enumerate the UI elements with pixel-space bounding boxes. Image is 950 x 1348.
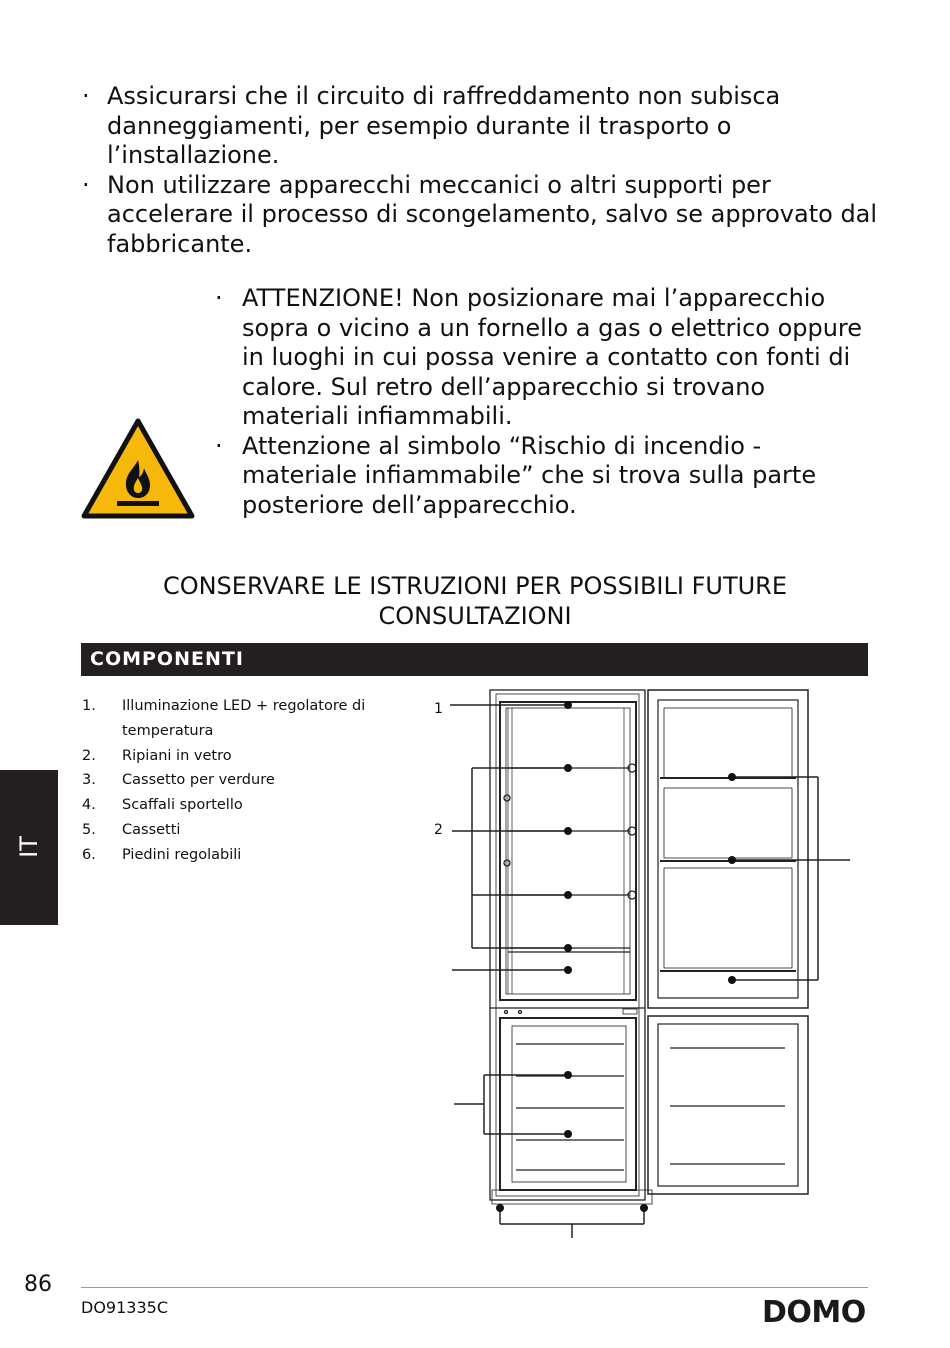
component-item: [81, 768, 401, 793]
bullet-dot: ·: [82, 170, 90, 199]
warning-bullet-text: ATTENZIONE! Non posizionare mai l’apparecchio sopra o vicino a un fornello a gas o elettrico oppure in luoghi in cui possa venire a contatto con fonti di calore. Sul retro dell’apparecchio si trovano materiali infiammabili.: [242, 284, 863, 430]
component-number: 4.: [82, 797, 96, 814]
component-label: Cassetto per verdure: [122, 772, 275, 789]
section-header-bar: [81, 643, 868, 676]
component-number: 2.: [82, 747, 96, 764]
save-instructions-notice: CONSERVARE LE ISTRUZIONI PER POSSIBILI FUTURE CONSULTAZIONI: [162, 572, 788, 630]
component-number: 1.: [82, 698, 96, 714]
component-item: [81, 793, 401, 818]
section-title: COMPONENTI: [90, 648, 244, 670]
safety-bullet-item: [80, 171, 880, 260]
safety-bullet-text: Non utilizzare apparecchi meccanici o altri supporti per accelerare il processo di scongelamento, salvo se approvato dal fabbricante.: [107, 170, 878, 258]
component-item: [81, 694, 401, 744]
safety-bullet-item: [80, 82, 880, 171]
component-number: 3.: [82, 772, 96, 789]
warning-bullet-list: [213, 284, 873, 520]
footer-divider: [81, 1287, 868, 1288]
model-number: DO91335C: [81, 1298, 168, 1317]
flammable-material-warning-icon: [81, 418, 195, 519]
language-code: IT: [15, 836, 43, 858]
component-item: [81, 843, 401, 868]
bullet-dot: ·: [215, 431, 223, 460]
callout-label-2: 2: [434, 822, 443, 838]
component-label: Illuminazione LED + regolatore di temperatura: [122, 698, 366, 739]
warning-bullet-text: Attenzione al simbolo “Rischio di incendio - materiale infiammabile” che si trova sulla parte posteriore dell’apparecchio.: [242, 431, 817, 519]
warning-bullet-item: [213, 432, 873, 521]
fridge-line-drawing: [420, 678, 860, 1244]
components-list: [81, 694, 401, 868]
component-label: Cassetti: [122, 821, 181, 838]
component-label: Scaffali sportello: [122, 797, 243, 814]
domo-logo: DOMO: [762, 1295, 866, 1330]
fridge-components-diagram: [420, 678, 860, 1244]
safety-bullet-text: Assicurarsi che il circuito di raffreddamento non subisca danneggiamenti, per esempio durante il trasporto o l’installazione.: [107, 82, 781, 169]
component-item: [81, 744, 401, 769]
page-number: 86: [24, 1272, 52, 1297]
bullet-dot: ·: [215, 284, 223, 312]
safety-bullet-list: [80, 82, 880, 259]
warning-bullet-item: [213, 284, 873, 432]
component-label: Ripiani in vetro: [122, 747, 232, 764]
component-number: 5.: [82, 821, 96, 838]
language-tab: [0, 770, 58, 925]
bullet-dot: ·: [82, 82, 90, 110]
component-item: [81, 818, 401, 843]
callout-label-1: 1: [434, 701, 443, 717]
component-number: 6.: [82, 846, 96, 863]
component-label: Piedini regolabili: [122, 846, 242, 863]
